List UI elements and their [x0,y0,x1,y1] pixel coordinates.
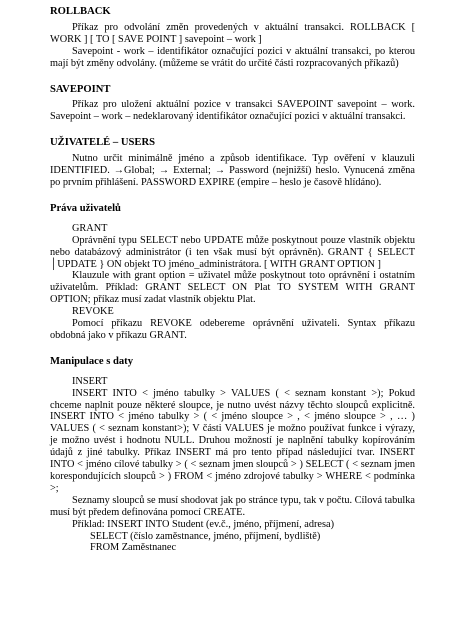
heading-data-manipulation: Manipulace s daty [50,355,133,367]
rights-paragraph-2: Klauzule with grant option = uživatel může poskytnout toto oprávnění i ostatním uživatelům. Příklad: GRANT SELECT ON Plat TO SYSTEM WITH GRANT OPTION; příkaz musí zadat vlastník objektu Plat. [50,270,415,306]
rights-paragraph-3: Pomocí příkazu REVOKE odebereme oprávnění uživateli. Syntax příkazu obdobná jako v příkazu GRANT. [50,318,415,341]
rights-paragraph-1: Oprávnění typu SELECT nebo UPDATE může poskytnout pouze vlastník objektu nebo databázový administrátor (i ten však musí být oprávněn). GRANT { SELECT │UPDATE } ON objekt TO jméno_administrátora. [ WITH GRANT OPTION ] [50,234,415,270]
users-paragraph: Nutno určit minimálně jméno a způsob identifikace. Typ ověření v klauzuli IDENTIFIED. →Global; → External; → Password (nejnižší) heslo. Vynucená změna po prvním přihlášení. PASSWORD EXPIRE (empire – heslo je časově hlídáno). [50,153,415,188]
savepoint-paragraph: Příkaz pro uložení aktuální pozice v transakci SAVEPOINT savepoint – work. Savepoint – work – nedeklarovaný identifikátor označující pozici v aktuální transakci. [50,99,415,123]
insert-label: INSERT [72,375,108,387]
heading-rollback: ROLLBACK [50,6,111,17]
heading-rights: Práva uživatelů [50,202,121,214]
example-line-2: SELECT (číslo zaměstnance, jméno, příjmení, bydliště) [90,530,321,542]
data-manipulation-paragraph-2: Seznamy sloupců se musí shodovat jak po stránce typu, tak v počtu. Cílová tabulka musí být předem definována pomocí CREATE. [50,494,415,518]
grant-label: GRANT [72,222,108,234]
data-manipulation-paragraph-1: INSERT INTO < jméno tabulky > VALUES ( < seznam konstant >); Pokud chceme naplnit pouze některé sloupce, je nutno uvést názvy těchto sloupců explicitně. INSERT INTO < jméno tabulky > ( < jméno sloupce > , < jméno sloupce > , … ) VALUES ( < seznam konstant>); V části VALUES je možno používat funkce i výrazy, je možno uvést i hodnotu NULL. Druhou možností je naplnění tabulky kopírováním údajů z jiné tabulky. Příkaz INSERT má pro tento případ následující tvar. INSERT INTO < jméno cílové tabulky > ( < seznam jmen sloupců > ) SELECT ( < seznam jmen korespondujících sloupců > ) FROM < jméno zdrojové tabulky > WHERE < podmínka >; [50,387,415,494]
heading-users: UŽIVATELÉ – USERS [50,137,155,149]
rollback-paragraph-1: Příkaz pro odvolání změn provedených v aktuální transakci. ROLLBACK [ WORK ] [ TO [ SAVE POINT ] savepoint – work ] [50,21,415,45]
heading-savepoint: SAVEPOINT [50,83,111,95]
rollback-paragraph-2: Savepoint - work – identifikátor označující pozici v aktuální transakci, po kterou mají být změny odvolány. (můžeme se vrátit do určité části rozpracovaných příkazů) [50,45,415,69]
document-page [50,6,415,554]
example-line-3: FROM Zaměstnanec [90,542,177,554]
revoke-label: REVOKE [72,306,114,318]
example-line-1: Příklad: INSERT INTO Student (ev.č., jméno, příjmení, adresa) [72,518,334,530]
